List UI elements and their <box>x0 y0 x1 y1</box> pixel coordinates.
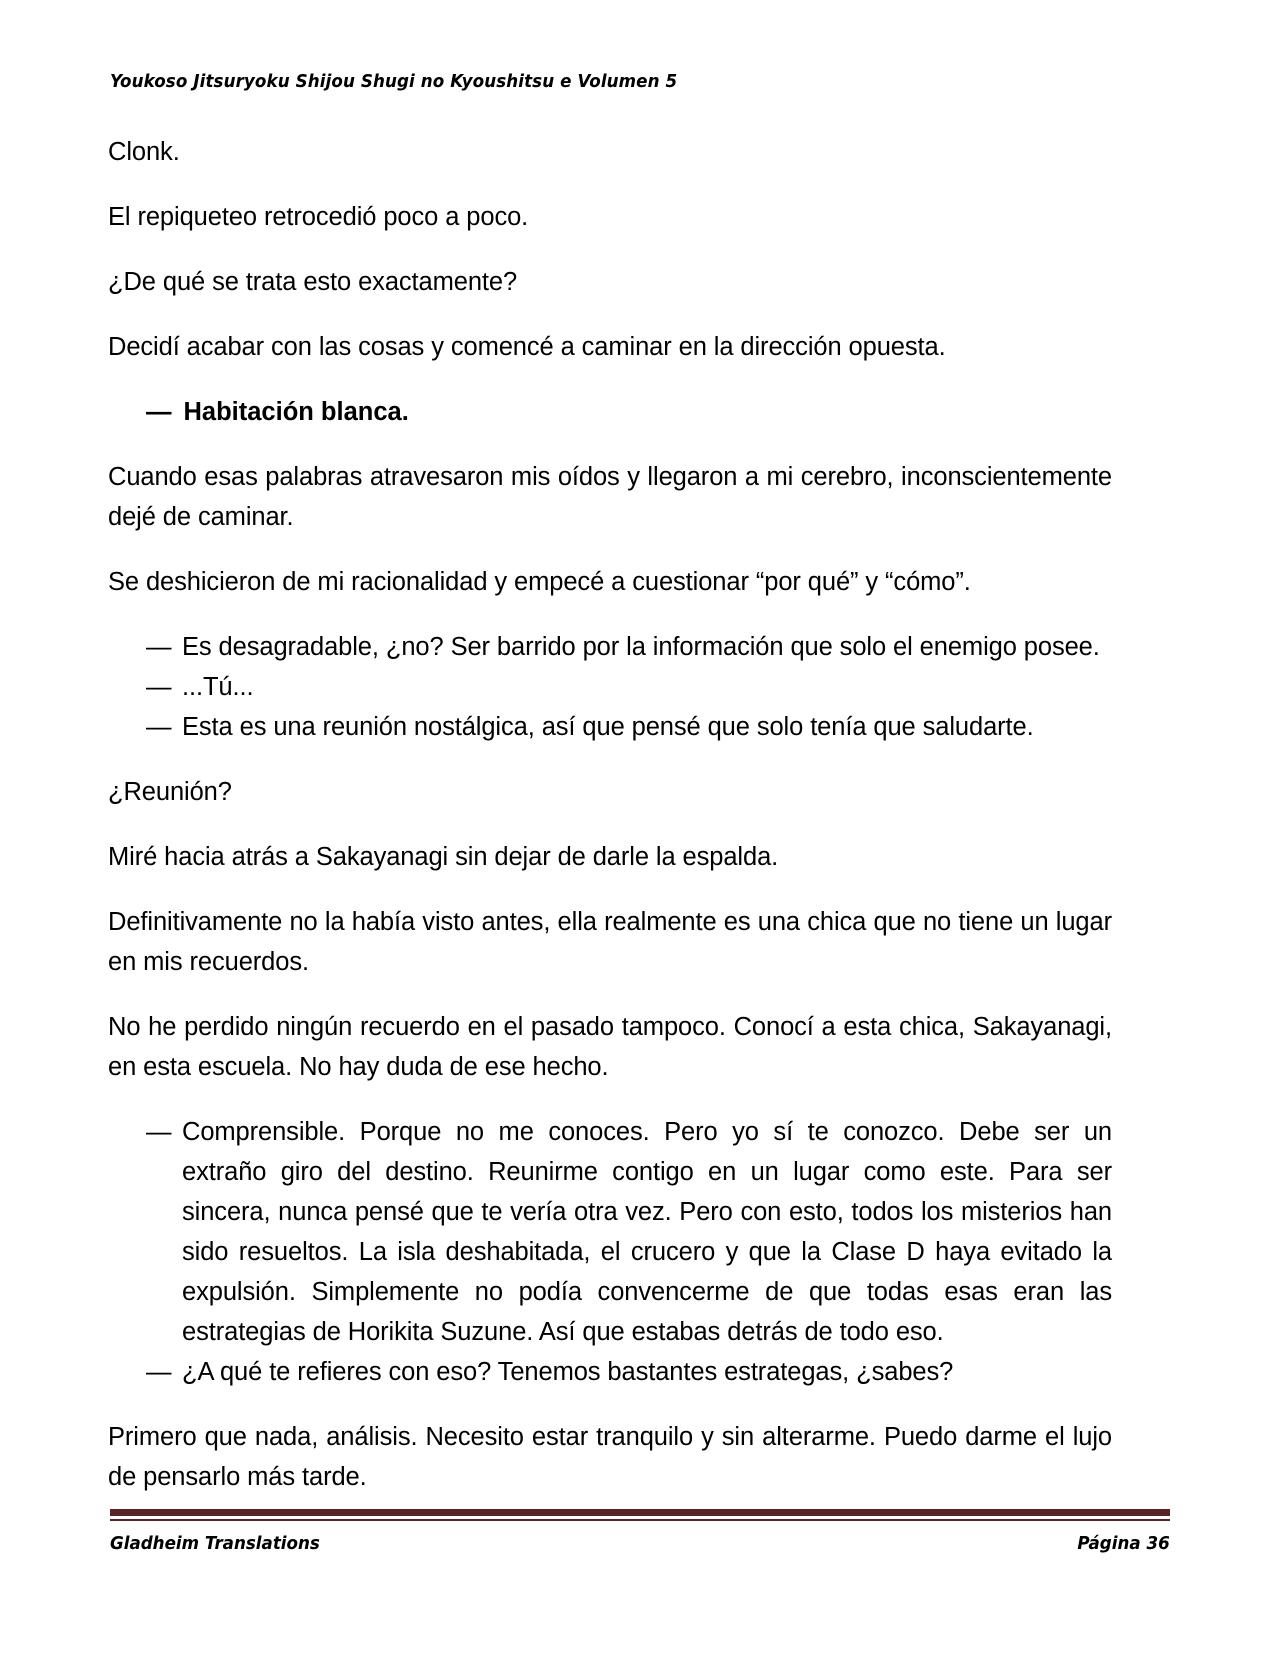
page-header <box>110 72 1110 98</box>
dialogue-item <box>146 667 1112 707</box>
footer-translator-credit: Gladheim Translations <box>110 1534 320 1554</box>
footer-row <box>110 1534 1170 1554</box>
dialogue-item-text: Comprensible. Porque no me conoces. Pero yo sí te conozco. Debe ser un extraño giro del destino. Reunirme contigo en un lugar como este. Para ser sincera, nunca pensé que te vería otra vez. Pero con esto, todos los misterios han sido resueltos. La isla deshabitada, el crucero y que la Clase D haya evitado la expulsión. Simplemente no podía convencerme de que todas esas eran las estrategias de Horikita Suzune. Así que estabas detrás de todo eso. <box>182 1118 1112 1346</box>
paragraph-repiqueteo: El repiqueteo retrocedió poco a poco. <box>108 203 529 231</box>
dialogue-item <box>146 1352 1112 1392</box>
dialogue-item <box>146 627 1112 667</box>
dialogue-item-text: ...Tú... <box>182 673 254 701</box>
em-dash-marker: — <box>146 673 172 701</box>
page-footer <box>110 1509 1170 1554</box>
paragraph-reunion: ¿Reunión? <box>108 778 232 806</box>
header-title: Youkoso Jitsuryoku Shijou Shugi no Kyoushitsu e Volumen 5 <box>110 72 678 92</box>
em-dash-marker: — <box>146 1118 172 1146</box>
paragraph-primero-que-nada: Primero que nada, análisis. Necesito estar tranquilo y sin alterarme. Puedo darme el lujo de pensarlo más tarde. <box>108 1423 1112 1491</box>
footer-rule-thin <box>110 1519 1170 1521</box>
em-dash-marker: — <box>146 713 172 741</box>
footer-page-number: Página 36 <box>1077 1534 1170 1554</box>
paragraph-de-que-se-trata: ¿De qué se trata esto exactamente? <box>108 268 518 296</box>
dialogue-habitacion-blanca <box>108 392 1112 432</box>
paragraph-racionalidad: Se deshicieron de mi racionalidad y empecé a cuestionar “por qué” y “cómo”. <box>108 568 971 596</box>
document-body <box>108 132 1112 1522</box>
dialogue-item <box>146 707 1112 747</box>
dialogue-item-text: Es desagradable, ¿no? Ser barrido por la información que solo el enemigo posee. <box>182 633 1100 661</box>
dialogue-list-first <box>108 627 1112 747</box>
dialogue-item-text: Esta es una reunión nostálgica, así que pensé que solo tenía que saludarte. <box>182 713 1034 741</box>
paragraph-decidi-acabar: Decidí acabar con las cosas y comencé a caminar en la dirección opuesta. <box>108 333 946 361</box>
paragraph-definitivamente: Definitivamente no la había visto antes, ella realmente es una chica que no tiene un lugar en mis recuerdos. <box>108 908 1112 976</box>
dialogue-item <box>146 1112 1112 1352</box>
paragraph-cuando-esas-palabras: Cuando esas palabras atravesaron mis oídos y llegaron a mi cerebro, inconscientemente dejé de caminar. <box>108 463 1112 531</box>
paragraph-clonk: Clonk. <box>108 138 180 166</box>
em-dash-marker: — <box>146 633 172 661</box>
dialogue-item-text: ¿A qué te refieres con eso? Tenemos bastantes estrategas, ¿sabes? <box>182 1358 954 1386</box>
em-dash-marker: — <box>146 1358 172 1386</box>
footer-rule-thick <box>110 1509 1170 1516</box>
paragraph-no-he-perdido: No he perdido ningún recuerdo en el pasado tampoco. Conocí a esta chica, Sakayanagi, en esta escuela. No hay duda de ese hecho. <box>108 1013 1112 1081</box>
paragraph-mire-hacia-atras: Miré hacia atrás a Sakayanagi sin dejar de darle la espalda. <box>108 843 779 871</box>
dialogue-list-second <box>108 1112 1112 1392</box>
em-dash-marker: — <box>146 398 172 426</box>
dialogue-habitacion-blanca-text: Habitación blanca. <box>183 398 409 426</box>
